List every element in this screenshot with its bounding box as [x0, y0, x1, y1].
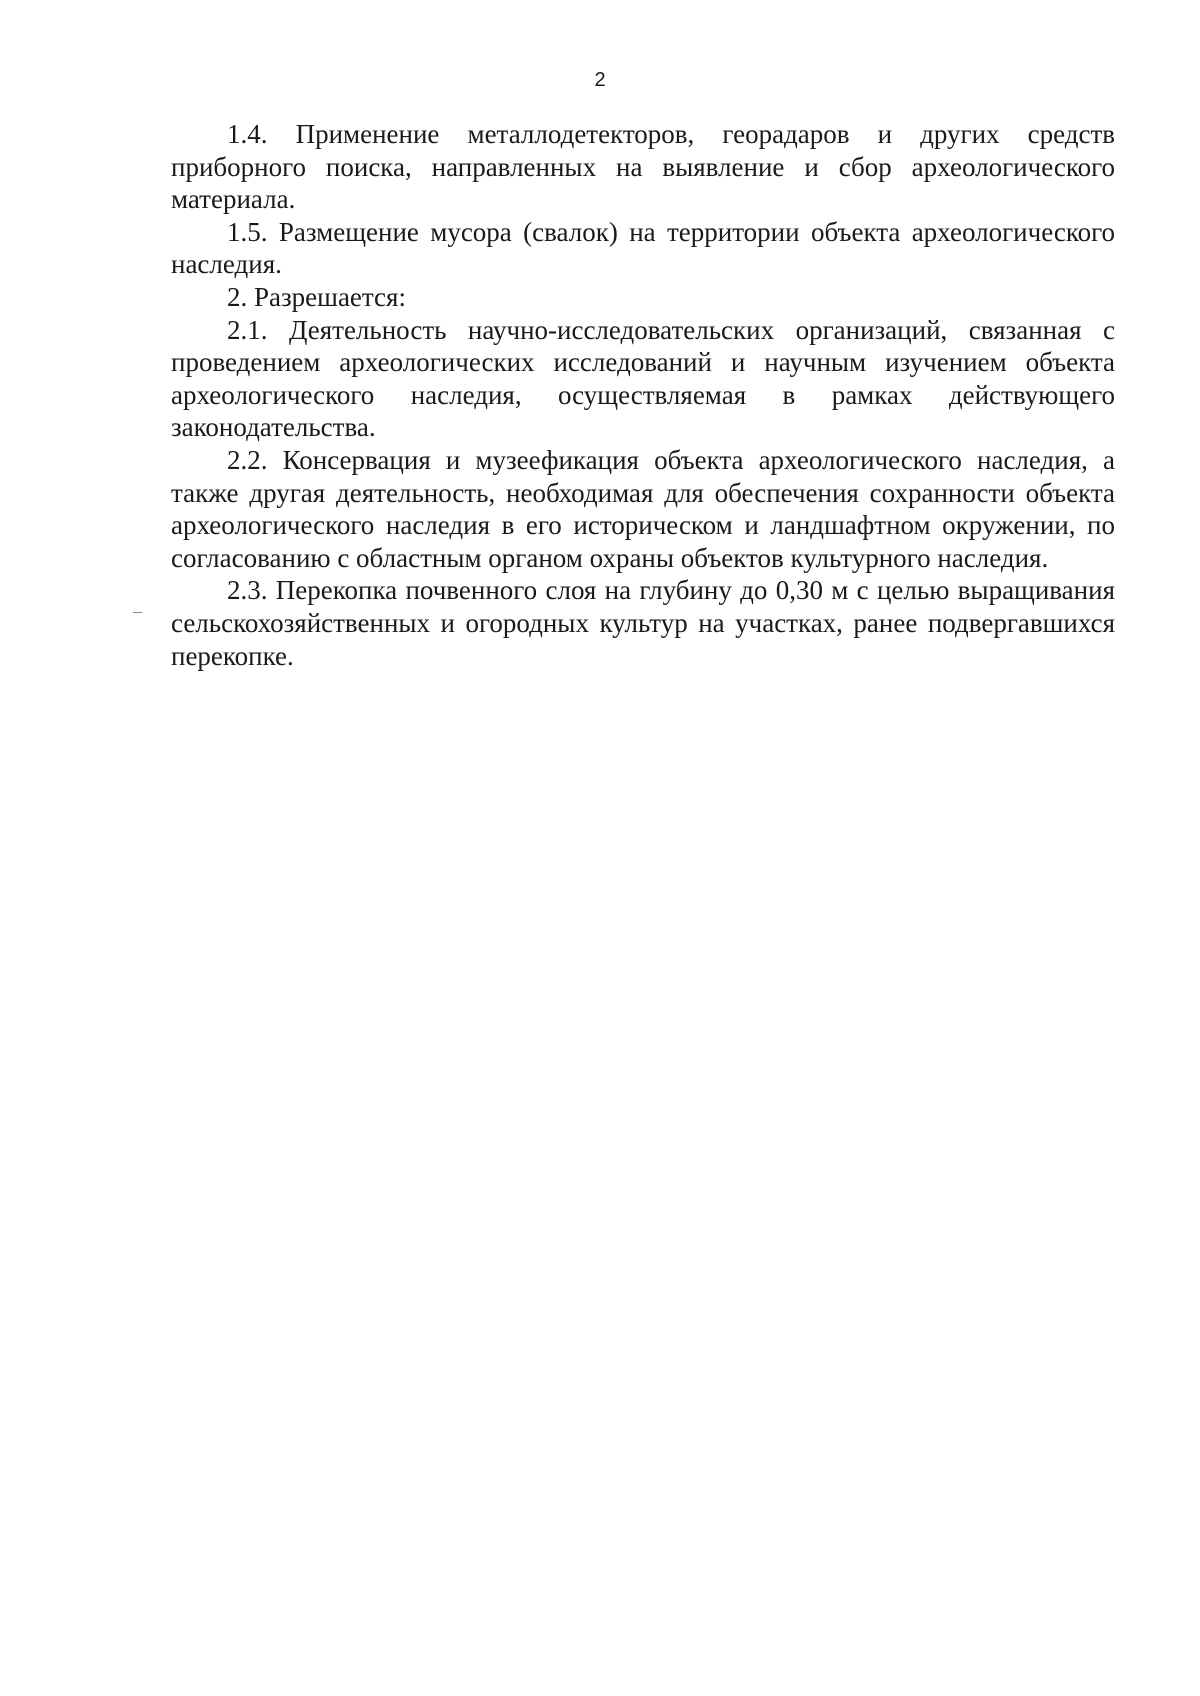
page-number: 2 [594, 69, 606, 91]
clause-2-1: 2.1. Деятельность научно-исследовательских организаций, связанная с проведением археологических исследований и научным изучением объекта археологического наследия, осуществляемая в рамках действующего законодательства. [171, 314, 1115, 443]
clause-2-3: 2.3. Перекопка почвенного слоя на глубину до 0,30 м с целью выращивания сельскохозяйственных и огородных культур на участках, ранее подвергавшихся перекопке. [171, 575, 1115, 671]
document-body [171, 118, 1115, 672]
clause-1-4: 1.4. Применение металлодетекторов, георадаров и других средств приборного поиска, направленных на выявление и сбор археологического материала. [171, 119, 1115, 215]
scan-mark [133, 612, 142, 613]
clause-2-2: 2.2. Консервация и музеефикация объекта археологического наследия, а также другая деятельность, необходимая для обеспечения сохранности объекта археологического наследия в его историческом и ландшафтном окружении, по согласованию с областным органом охраны объектов культурного наследия. [171, 444, 1115, 573]
clause-1-5: 1.5. Размещение мусора (свалок) на территории объекта археологического наследия. [171, 216, 1115, 280]
section-2-heading: 2. Разрешается: [227, 281, 406, 312]
